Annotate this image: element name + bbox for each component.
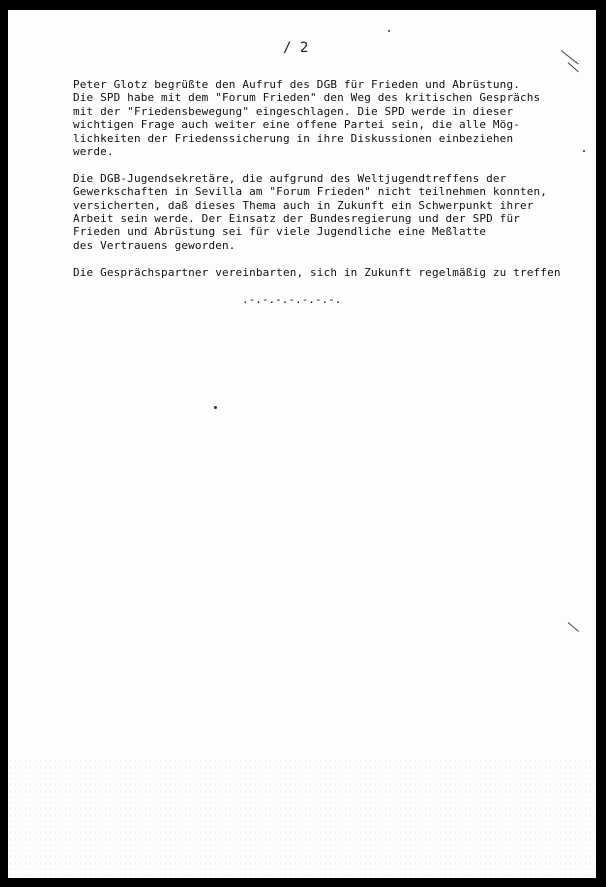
paragraph-vereinbarung bbox=[73, 266, 593, 279]
text-line: lichkeiten der Friedenssicherung in ihre Diskussionen einbeziehen bbox=[73, 131, 514, 145]
paragraph-glotz bbox=[73, 78, 593, 158]
text-line: werde. bbox=[73, 145, 114, 159]
document-page bbox=[8, 10, 596, 878]
page-number: / 2 bbox=[283, 40, 309, 56]
scan-mark bbox=[568, 622, 579, 632]
paragraph-jugendsekretaere bbox=[73, 172, 593, 252]
scan-mark bbox=[561, 50, 579, 64]
document-body bbox=[73, 78, 593, 292]
scan-speck bbox=[583, 150, 585, 152]
text-line: Gewerkschaften in Sevilla am "Forum Frieden" nicht teilnehmen konnten, bbox=[73, 185, 548, 199]
text-line: Die DGB-Jugendsekretäre, die aufgrund des Weltjugendtreffens der bbox=[73, 171, 507, 185]
text-line: Peter Glotz begrüßte den Aufruf des DGB für Frieden und Abrüstung. bbox=[73, 78, 520, 91]
text-line: Arbeit sein werde. Der Einsatz der Bundesregierung und der SPD für bbox=[73, 212, 520, 226]
text-line: des Vertrauens geworden. bbox=[73, 238, 236, 252]
text-line: wichtigen Frage auch weiter eine offene Partei sein, die alle Mög- bbox=[73, 118, 520, 132]
text-line: Die SPD habe mit dem "Forum Frieden" den Weg des kritischen Gesprächs bbox=[73, 91, 541, 105]
scan-noise bbox=[8, 758, 596, 878]
text-line: mit der "Friedensbewegung" eingeschlagen. Die SPD werde in dieser bbox=[73, 104, 514, 118]
scan-speck bbox=[214, 406, 217, 409]
end-separator: .-.-.-.-.-.-.-. bbox=[242, 293, 342, 306]
text-line: Frieden und Abrüstung sei für viele Jugendliche eine Meßlatte bbox=[73, 225, 487, 239]
text-line: versicherten, daß dieses Thema auch in Zukunft ein Schwerpunkt ihrer bbox=[73, 198, 534, 212]
scan-speck bbox=[388, 30, 390, 32]
text-line: Die Gesprächspartner vereinbarten, sich in Zukunft regelmäßig zu treffen bbox=[73, 265, 561, 279]
